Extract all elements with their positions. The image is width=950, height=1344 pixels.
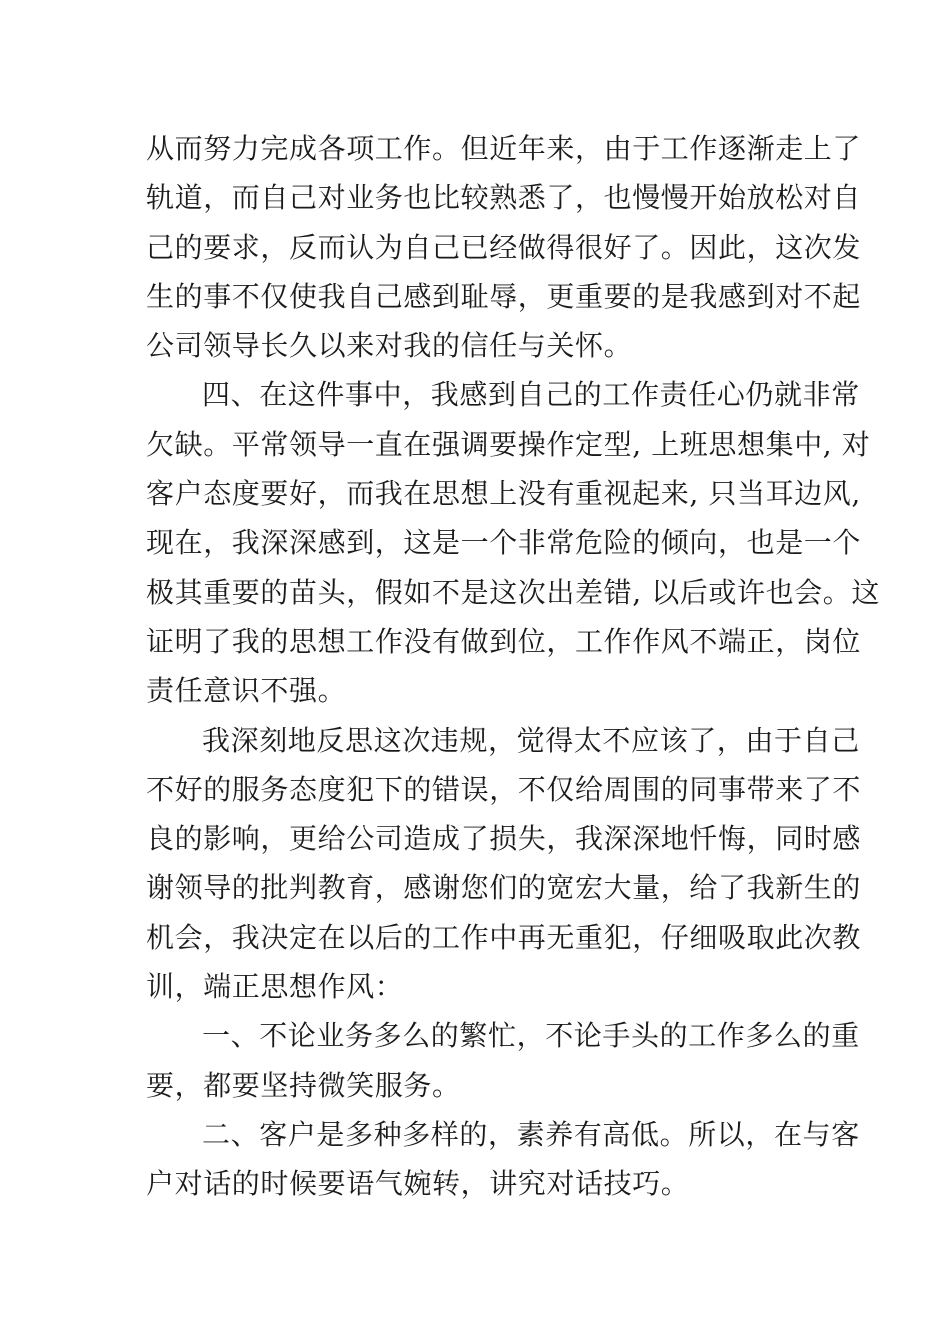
text-line: 责任意识不强。 bbox=[146, 674, 347, 708]
text-line: 从而努力完成各项工作。但近年来，由于工作逐渐走上了 bbox=[146, 132, 862, 165]
text-line: 轨道，而自己对业务也比较熟悉了，也慢慢开始放松对自 bbox=[146, 181, 862, 215]
text-line: 户对话的时候要语气婉转，讲究对话技巧。 bbox=[146, 1167, 690, 1201]
text-line: 生的事不仅使我自己感到耻辱，更重要的是我感到对不起 bbox=[146, 279, 862, 313]
text-line: 训，端正思想作风： bbox=[146, 970, 404, 1004]
text-line: 己的要求，反而认为自己已经做得很好了。因此，这次发 bbox=[146, 230, 862, 264]
text-line: 四、在这件事中，我感到自己的工作责任心仍就非常 bbox=[202, 378, 860, 412]
text-line: 我深刻地反思这次违规，觉得太不应该了，由于自己 bbox=[202, 723, 860, 757]
text-line: 极其重要的苗头，假如不是这次出差错, 以后或许也会。这 bbox=[146, 575, 881, 609]
text-line: 二、客户是多种多样的，素养有高低。所以，在与客 bbox=[202, 1117, 860, 1151]
text-line: 现在，我深深感到，这是一个非常危险的倾向，也是一个 bbox=[146, 526, 862, 560]
document-body bbox=[146, 124, 881, 1209]
text-line: 欠缺。平常领导一直在强调要操作定型, 上班思想集中, 对 bbox=[146, 427, 871, 461]
text-line: 要，都要坚持微笑服务。 bbox=[146, 1068, 461, 1102]
text-line: 不好的服务态度犯下的错误，不仅给周围的同事带来了不 bbox=[146, 772, 862, 806]
text-line: 良的影响，更给公司造成了损失，我深深地忏悔，同时感 bbox=[146, 822, 862, 856]
text-line: 证明了我的思想工作没有做到位，工作作风不端正，岗位 bbox=[146, 624, 862, 658]
text-line: 一、不论业务多么的繁忙，不论手头的工作多么的重 bbox=[202, 1019, 860, 1053]
text-line: 客户态度要好，而我在思想上没有重视起来, 只当耳边风, bbox=[146, 477, 861, 511]
text-line: 公司领导长久以来对我的信任与关怀。 bbox=[146, 329, 633, 363]
text-line: 机会，我决定在以后的工作中再无重犯，仔细吸取此次教 bbox=[146, 920, 862, 954]
text-line: 谢领导的批判教育，感谢您们的宽宏大量，给了我新生的 bbox=[146, 871, 862, 905]
